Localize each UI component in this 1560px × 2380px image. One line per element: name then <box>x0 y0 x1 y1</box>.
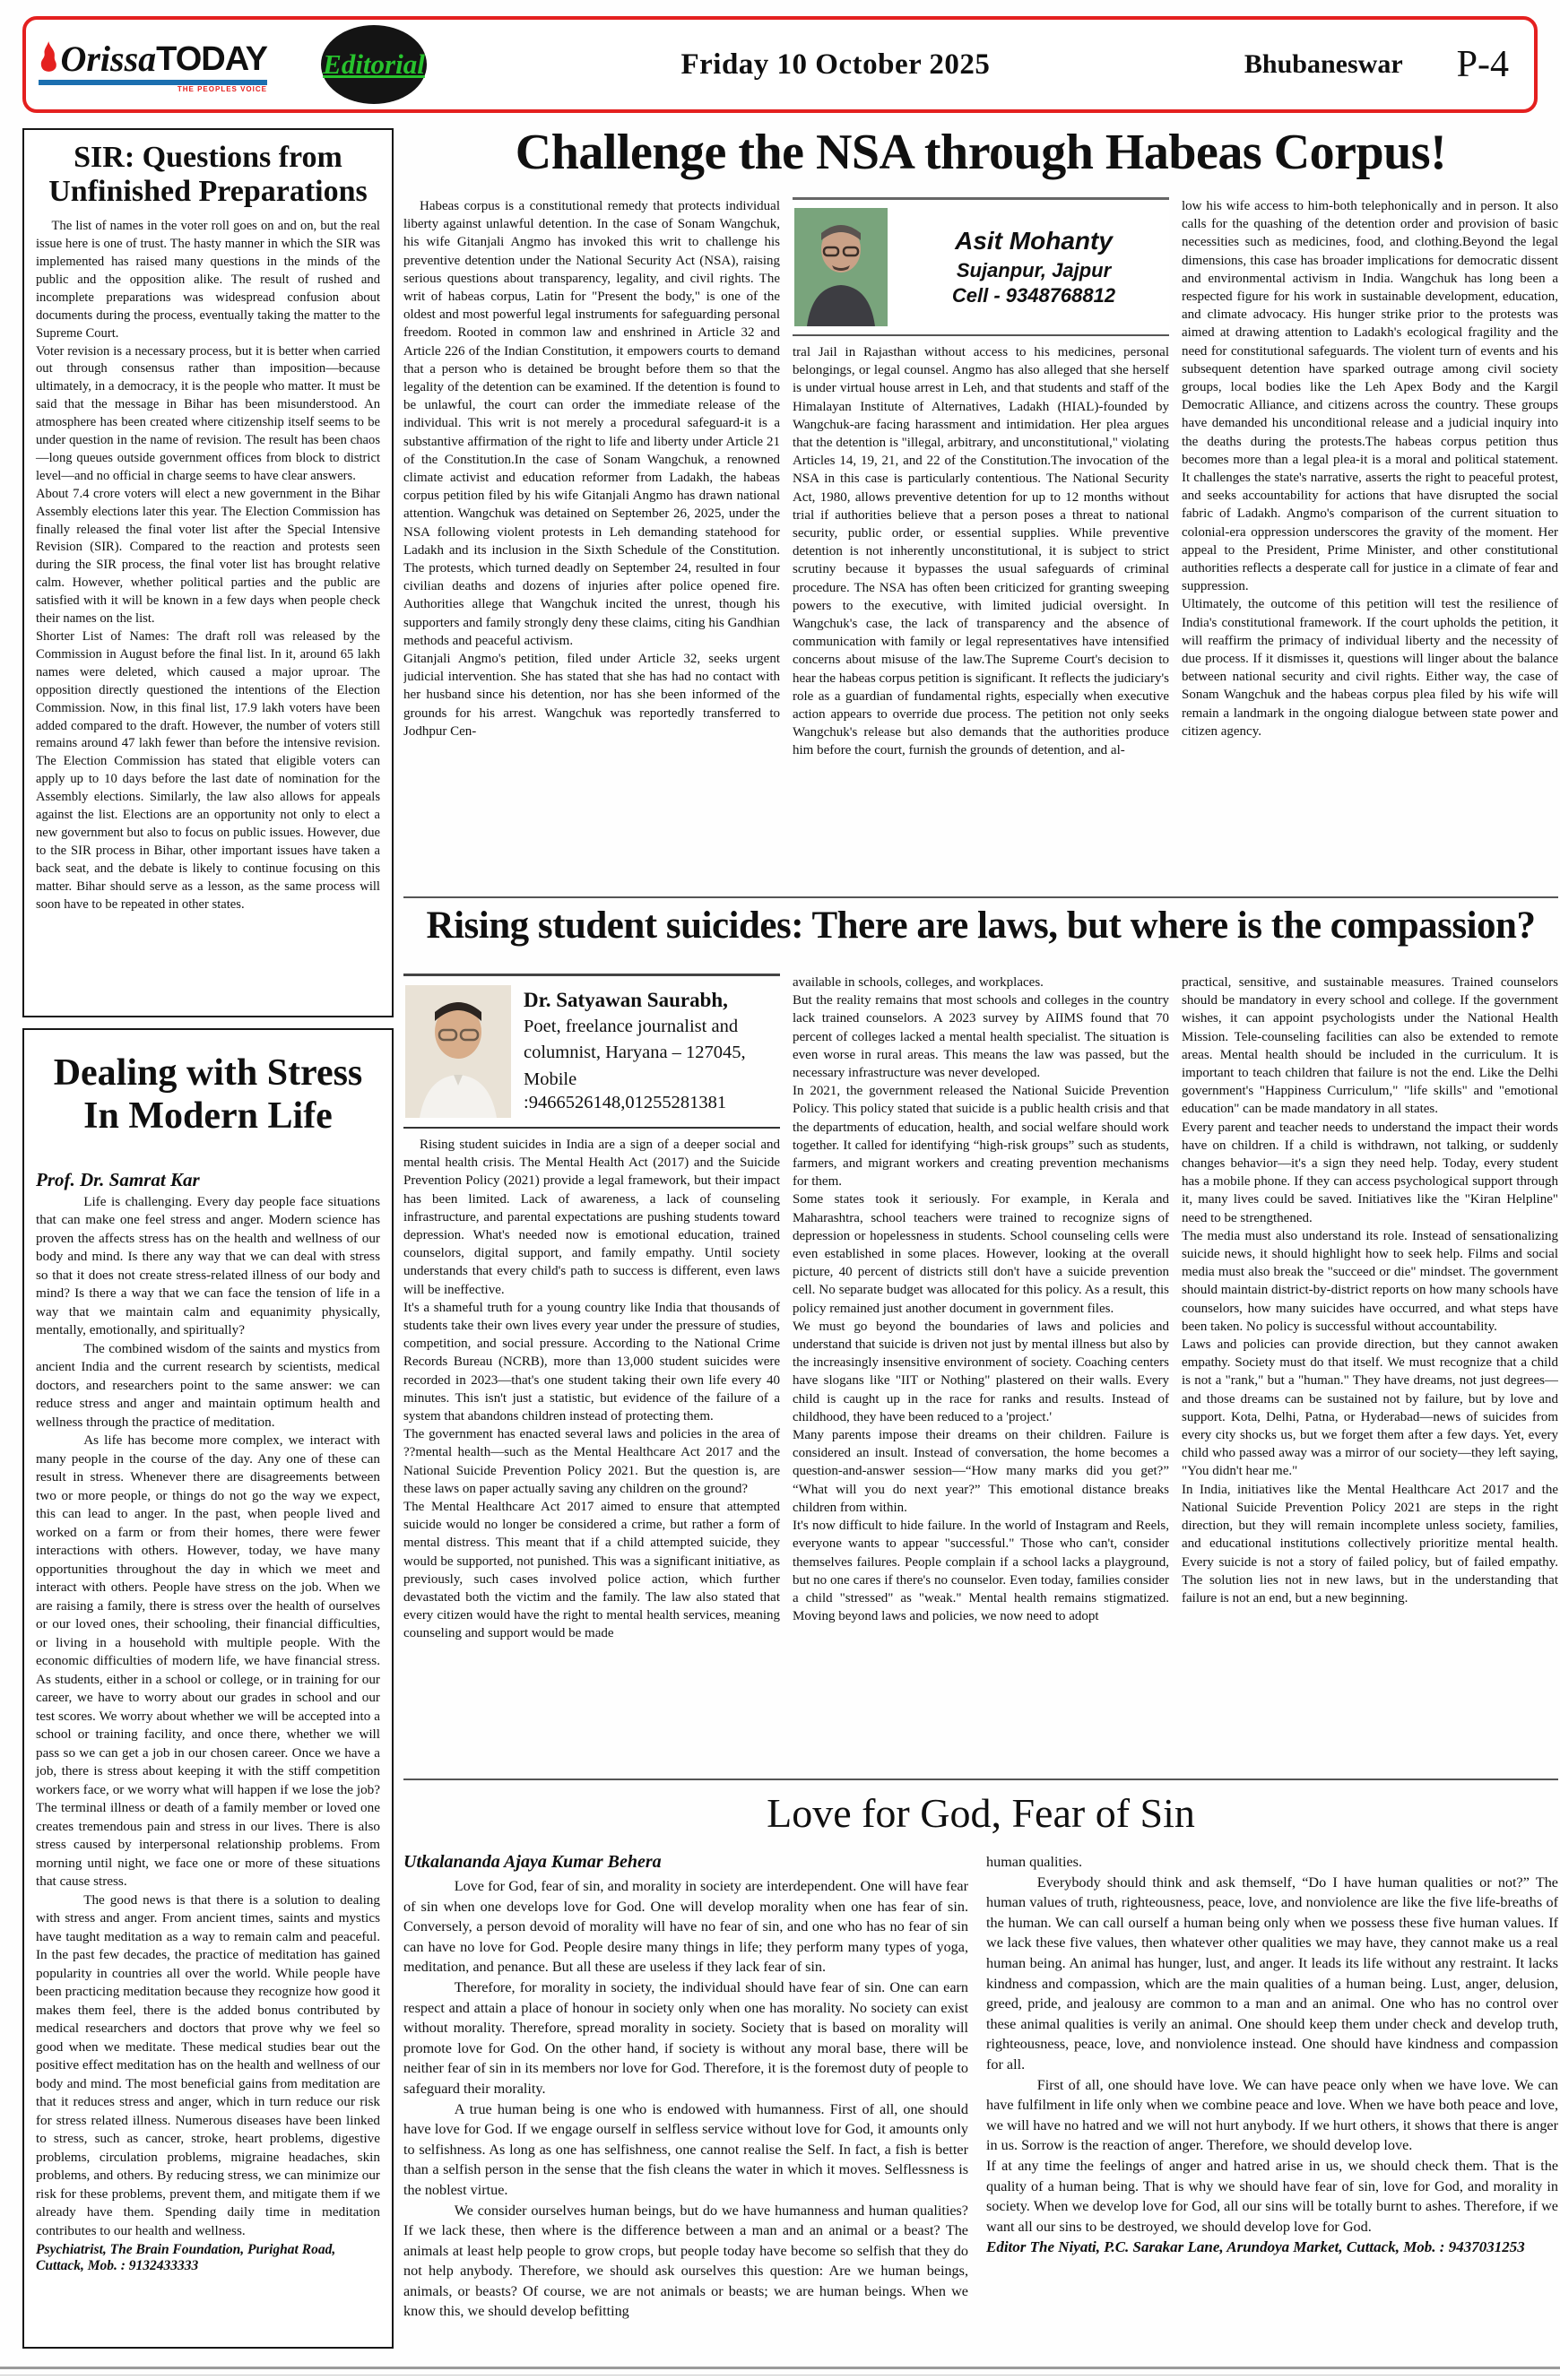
paragraph: First of all, one should have love. We can have peace only when we have love. We can have fulfilment in life only when we combine peace and love. When we have both peace and love, we will have no hatred and we will not hurt anybody. If we hurt others, it shows that there is anger in us. Sorrow is the reaction of anger. Therefore, we should develop love. <box>986 2076 1558 2154</box>
paragraph: As life has become more complex, we interact with many people in the course of the day. Any one of these can result in stress. Whenever there are disagreements between two or more people, or things do not go the way we expect, this can lead to anger. In the past, when people lived and worked on a farm or from their homes, there were fewer interactions with others. However, today, we have many opportunities throughout the day in which we meet and interact with others. People have stress on the job. When we are raising a family, there is stress over the health of ourselves or our loved ones, their schooling, their financial difficulties, or living in a household with multiple people. With the economic difficulties of modern life, we have financial stress. As students, either in a school or college, or in training for our career, we have to worry about our grades in school and our test scores. We worry about whether we will be accepted into a school or training facility, and once there, whether we will pass so we can get a job in our chosen career. Once we have a job, there is stress about keeping it with the stiff competition workers face, or we worry what will happen if we lose the job? The terminal illness or death of a family member or loved one creates tremendous pain and stress in our lives. There is also stress caused by interpersonal relationship problems. From morning until night, we face one or more of these situations that cause stress. <box>36 1432 380 1890</box>
article-god-title: Love for God, Fear of Sin <box>767 1790 1195 1836</box>
article-nsa-column-2 <box>793 197 1169 896</box>
author-photo-satyawan-saurabh <box>405 985 511 1118</box>
author-desc-line: Poet, freelance journalist and <box>524 1016 739 1036</box>
author-place: Sujanpur, Jajpur <box>956 259 1112 281</box>
paragraph: Everybody should think and ask themself, “Do I have human qualities or not?” The human values of truth, righteousness, peace, love, and nonviolence are like the five life-breaths of the human. We can call ourself a human being only when we possess these five human values. If we lack these five values, then whatever other qualities we may have, they cannot make us a real human being. An animal has hunger, lust, and anger. It leads its life without any restraint. It lacks kindness and compassion, which are the main qualities of a human being. Lust, anger, delusion, greed, pride, and jealousy are common to a man and an animal. One who has no control over these animal qualities is verily an animal. One should keep them under check and develop truth, righteousness, peace, love, and nonviolence instead. One should have kindness and compassion for all. <box>986 1874 1558 2073</box>
author-name: Dr. Satyawan Saurabh, <box>524 988 728 1011</box>
article-nsa-title: Challenge the NSA through Habeas Corpus! <box>515 125 1447 180</box>
paragraph: Laws and policies can provide direction, but they cannot awaken empathy. Society must do that itself. We must recognize that a child is not a "rank," but a "human." They have dreams, not just degrees—and those dreams can be sustained not by failure, but by love and support. Kota, Delhi, Patna, or Hyderabad—news of suicides from every city shocks us, but we forget them after a few days. Yet, every child who passed away was a mirror of our society—they left saying, "You didn't hear me." <box>1182 1337 1558 1479</box>
paragraph: The Mental Healthcare Act 2017 aimed to ensure that attempted suicide would no longer be considered a crime, but rather a form of mental distress. This meant that if a child attempted suicide, they would be supported, not punished. This was a significant initiative, as previously, such cases involved police action, which further devastated both the victim and the family. The law also stated that every citizen would have the right to mental health services, meaning counseling and support would be made <box>403 1500 780 1641</box>
paragraph: Life is challenging. Every day people face situations that can make one feel stress and anger. Modern science has proven the affects stress has on the health and wellness of our body and mind. Is there any way that we can deal with stress so that it does not create stress-related illness of our body and mind? Is there a way that we can face the tension of life in a way that we maintain calm and equanimity physically, mentally, emotionally, and spiritually? <box>36 1193 380 1338</box>
author-desc-line: columnist, Haryana – 127045, <box>524 1043 746 1063</box>
paragraph: Habeas corpus is a constitutional remedy that protects individual liberty against unlawful detention. In the case of Sonam Wangchuk, his wife Gitanjali Angmo has invoked this writ to challenge his preventive detention under the National Security Act (NSA), raising serious questions about transparency, legality, and civil rights. The writ of habeas corpus, Latin for "Present the body," is one of the oldest and most powerful legal instruments for safeguarding personal freedom. Rooted in common law and enshrined in Article 32 and Article 226 of the Indian Constitution, it empowers courts to demand that a person who is detained be brought before them so that the legality of the detention can be examined. If the detention is found to be unlawful, the court can order the immediate release of the individual. This writ is not merely a procedural safeguard-it is a substantive affirmation of the right to life and liberty under Article 21 of the Constitution.In the case of Sonam Wangchuk, a renowned climate activist and education reformer from Ladakh, the habeas corpus petition filed by his wife Gitanjali Angmo has drawn national attention. Wangchuk was detained on September 26, 2025, under the NSA following violent protests in Leh demanding statehood for Ladakh and its inclusion in the Sixth Schedule of the Constitution. The protests, which turned deadly on September 24, resulted in four civilian deaths and dozens of injuries after police opened fire. Authorities allege that Wangchuk incited the unrest, though his supporters and family strongly deny these claims, citing his Gandhian methods and peaceful activism. <box>403 199 780 648</box>
author-name: Asit Mohanty <box>955 227 1113 255</box>
masthead-title-bold: TODAY <box>156 40 267 79</box>
section-divider <box>403 896 1558 898</box>
author-footer: Editor The Niyati, P.C. Sarakar Lane, Arundoya Market, Cuttack, Mob. : 9437031253 <box>986 2238 1525 2256</box>
page-bottom-rule <box>0 2367 1560 2376</box>
paragraph: We must go beyond the boundaries of laws and policies and understand that suicide is driven not just by mental illness but also by the increasingly insensitive environment of society. Coaching centers have slogans like "IIT or Nothing" plastered on their walls. Every child is caught up in the race for ranks and results. Instead of childhood, they have been reduced to a 'project.' <box>793 1319 1169 1424</box>
article-stress <box>22 1028 394 2349</box>
paragraph: But the reality remains that most schools and colleges in the country lack trained counselors. A 2023 survey by AIIMS found that 70 percent of colleges lacked a mental health specialist. The situation is even worse in rural areas. This means the law was passed, but the necessary infrastructure was never developed. <box>793 993 1169 1081</box>
paragraph: About 7.4 crore voters will elect a new government in the Bihar Assembly elections later this year. The Election Commission has finally released the final voter list after the Special Intensive Revision (SIR). Compared to the reaction and protests seen during the SIR process, the final voter list has brought relative calm. However, whether political parties and the public are satisfied with it will be known in a few days when people check their names on the list. <box>36 486 380 627</box>
paragraph: It's now difficult to hide failure. In the world of Instagram and Reels, everyone wants to appear "successful." Those who can't, consider themselves failures. People complain if a school lacks a playground, but no one cares if there's no counselor. Even today, families consider a child "stressed" as "weak." Mental health remains stigmatized. Moving beyond laws and policies, we now need to adopt <box>793 1519 1169 1624</box>
paragraph: Every parent and teacher needs to understand the impact their words have on children. If a child is withdrawn, not talking, or suddenly changes behavior—it's a sign they need help. Today, every student has a mobile phone. If they can access psychological support through it, many lives could be saved. Initiatives like the "Kiran Helpline" need to be strengthened. <box>1182 1120 1558 1225</box>
flame-icon <box>39 37 58 76</box>
article-suicides-column-3 <box>1182 974 1558 1775</box>
paragraph: We consider ourselves human beings, but do we have humanness and human qualities? If we lack these, then where is the difference between a man and an animal or a beast? The animals at least help people to grow crops, but people today have become so selfish that they do not help anybody. Therefore, we should ask ourselves this question: Are we human beings, animals, or beasts? Of course, we are not animals or beasts; we are human beings. When we know this, we should develop befitting <box>403 2202 968 2320</box>
paragraph: Love for God, fear of sin, and morality in society are interdependent. One will have fear of sin when one develops love for God. One will develop morality when one has fear of sin. Conversely, a person devoid of morality will have no fear of sin, and one who has no fear of sin can have no love for God. People desire many things in life; they perform many types of yoga, meditation, and penance. But all these are useless if they lack fear of sin. <box>403 1878 968 1976</box>
paragraph: If at any time the feelings of anger and hatred arise in us, we should check them. That is the quality of a human being. That is why we should have fear of sin, love for God, and morality in society. When we develop love for God, all our sins will be totally burnt to ashes. Therefore, if we want all our sins to be destroyed, we should develop love for God. <box>986 2157 1558 2235</box>
article-god-column-1 <box>403 1852 968 2359</box>
author-photo-asit-mohanty <box>794 208 888 326</box>
masthead-tagline: THE PEOPLES VOICE <box>177 84 267 93</box>
article-god-column-2 <box>986 1852 1558 2359</box>
paragraph: low his wife access to him-both telephonically and in person. It also calls for the quashing of the detention order and provision of basic necessities such as medicines, food, and clothing.Beyond the legal dimensions, this case has broader implications for democratic dissent and environmental activism in India. Wangchuk has long been a respected figure for his work in sustainable development, education, and climate advocacy. His hunger strike prior to the protests was aimed at drawing attention to Ladakh's ecological fragility and the need for constitutional safeguards. The violent turn of events and his subsequent detention have sparked outrage among civil society groups, local bodies like the Leh Apex Body and the Kargil Democratic Alliance, and citizens across the country. These groups have demanded his unconditional release and a judicial inquiry into the deaths during the protests.The habeas corpus petition thus becomes more than a legal plea-it is a moral and political statement. It challenges the state's narrative, asserts the right to peaceful protest, and seeks accountability for actions that have disrupted the social fabric of Ladakh. Angmo's comparison of the current situation to colonial-era oppression underscores the gravity of the moment. Her appeal to the President, Prime Minister, and other constitutional authorities reflects a desperate call for justice in a climate of fear and suppression. <box>1182 199 1558 594</box>
article-nsa-column-3 <box>1182 197 1558 896</box>
article-suicides-title: Rising student suicides: There are laws, but where is the compassion? <box>426 904 1536 947</box>
paragraph: Gitanjali Angmo's petition, filed under Article 32, seeks urgent judicial intervention. She has stated that she has had no contact with her husband since his detention, nor has she been informed of the grounds for his arrest. Wangchuk was reportedly transferred to Jodhpur Cen- <box>403 652 780 739</box>
paragraph: The government has enacted several laws and policies in the area of ??mental health—such as the Mental Healthcare Act 2017 and the National Suicide Prevention Policy 2021. But the question is, are these laws on paper actually saving any children on the ground? <box>403 1427 780 1496</box>
paragraph: The list of names in the voter roll goes on and on, but the real issue here is one of trust. The hasty manner in which the SIR was implemented has raised many questions in the minds of the public and the opposition alike. The result of rushed and incomplete preparations was widespread confusion about documents during the process, eventually taking the matter to the Supreme Court. <box>36 219 380 341</box>
author-desc-line: Mobile :9466526148,01255281381 <box>524 1069 727 1112</box>
paragraph: The good news is that there is a solution to dealing with stress and anger. From ancient times, saints and mystics have taught meditation as a way to remain calm and peaceful. In the past few decades, the practice of meditation has gained popularity in countries all over the world. While people have been practicing meditation because they recognize how good it makes them feel, there is the added bonus contributed by medical researchers and doctors that prove why we feel so good when we meditate. These medical studies bear out the positive effect meditation has on the health and wellness of our body and mind. The most beneficial gains from meditation are that it reduces stress and anger, which in turn reduce our risk for stress related illness. Numerous diseases have been linked to stress, such as cancer, stroke, heart problems, digestive problems, circulation problems, migraine headaches, skin problems, and others. By reducing stress, we can minimize our risk for these problems, prevent them, and mitigate them if we already have them. Spending daily time in meditation contributes to our health and wellness. <box>36 1891 380 2238</box>
article-stress-title: Dealing with Stress In Modern Life <box>53 1052 363 1138</box>
paragraph: A true human being is one who is endowed with humanness. First of all, one should have love for God. If we engage ourself in selfless service without love for God, it amounts only to selfishness. As long as one has selfishness, one cannot realise the Self. In fact, a fish is better than a selfish person in the sense that the fish cleans the water in which it moves. Selflessness is the noblest virtue. <box>403 2100 968 2198</box>
author-footer: Psychiatrist, The Brain Foundation, Purighat Road, Cuttack, Mob. : 9132433333 <box>36 2242 336 2274</box>
paragraph: The combined wisdom of the saints and mystics from ancient India and the current research by scientists, medical doctors, and researchers point to the same answer: we can reduce stress and anger and maintain optimum health and wellness through the practice of meditation. <box>36 1340 380 1430</box>
paragraph: Some states took it seriously. For example, in Kerala and Maharashtra, school teachers were trained to recognize signs of depression or hopelessness in students. School counseling cells were even established in some places. However, looking at the overall picture, 40 percent of districts still don't have a suicide prevention cell. No separate budget was allocated for this policy. As a result, this policy remained just another document in government files. <box>793 1192 1169 1316</box>
paragraph: Rising student suicides in India are a sign of a deeper social and mental health crisis. The Mental Health Act (2017) and the Suicide Prevention Policy (2021) provide a legal framework, but their impact has been limited. Lack of awareness, a lack of counseling infrastructure, and parental expectations are pushing students toward depression. What's needed now is emotional education, trained counselors, digital support, and family empathy. Until society understands that every child's path to success is different, even laws will be ineffective. <box>403 1138 780 1297</box>
paragraph: It's a shameful truth for a young country like India that thousands of students take their own lives every year under the pressure of studies, competition, and social pressure. According to the National Crime Records Bureau (NCRB), more than 13,000 student suicides were recorded in 2023—that's one student taking their own life every 40 minutes. This isn't just a statistic, but evidence of the failure of a system that abandons children instead of protecting them. <box>403 1300 780 1424</box>
paragraph: In 2021, the government released the National Suicide Prevention Policy. This policy stated that suicide is a public health crisis and that the departments of education, health, and social welfare should work together. It called for identifying “high-risk groups” such as students, farmers, and migrant workers and creating prevention mechanisms for them. <box>793 1084 1169 1190</box>
author-card-asit-mohanty <box>793 197 1169 336</box>
author-cell: Cell - 9348768812 <box>951 284 1116 307</box>
issue-date: Friday 10 October 2025 <box>680 48 991 81</box>
article-suicides-column-2 <box>793 974 1169 1775</box>
paragraph: practical, sensitive, and sustainable measures. Trained counselors should be mandatory in every school and college. If the government wishes, it can appoint psychologists under the National Health Mission. Tele-counseling facilities can also be extended to remote areas. Mental health should be included in the curriculum. It is important to teach children that failure is not the end. Like the Delhi government's "Happiness Curriculum," "life skills" and "emotional education" can be made mandatory in all states. <box>1182 975 1558 1117</box>
paragraph: human qualities. <box>986 1854 1082 1870</box>
editorial-badge <box>321 25 427 104</box>
paragraph: Voter revision is a necessary process, but it is better when carried out through consensus rather than imposition—because ultimately, in a democracy, it is the people who matter. It must be said that the message in Bihar has been misunderstood. An atmosphere has been created where citizenship itself seems to be under question in the name of revision. The result has been chaos—long queues outside government offices from block to district level—and no official in charge seems to have clear answers. <box>36 343 380 483</box>
masthead-bar <box>22 16 1538 113</box>
article-sir <box>22 128 394 1017</box>
paragraph: Ultimately, the outcome of this petition will test the resilience of India's constitutional framework. If the court upholds the petition, it will reaffirm the primacy of individual liberty and the necessity of due process. If it dismisses it, questions will linger about the balance between national security and civil rights. Either way, the case of Sonam Wangchuk and the habeas corpus plea filed by his wife will remain a landmark in the ongoing dialogue between state power and citizen agency. <box>1182 597 1558 739</box>
article-nsa-column-1 <box>403 197 780 896</box>
paragraph: The media must also understand its role. Instead of sensationalizing suicide news, it should highlight how to seek help. Films and social media must also break the "succeed or die" mindset. The government should maintain district-by-district reports on how many schools have counselors, how many suicides have occurred, and what steps have been taken. No policy is successful without accountability. <box>1182 1228 1558 1334</box>
author-name: Prof. Dr. Samrat Kar <box>36 1168 200 1190</box>
edition-city: Bhubaneswar <box>1244 49 1403 79</box>
newspaper-logo <box>39 37 267 93</box>
author-name: Utkalananda Ajaya Kumar Behera <box>403 1852 662 1872</box>
paragraph: available in schools, colleges, and workplaces. <box>793 975 1044 990</box>
paragraph: In India, initiatives like the Mental Healthcare Act 2017 and the National Suicide Prevention Policy 2021 are steps in the right direction, but they will remain incomplete unless society, families, and educational institutions collectively prioritize mental health. Every suicide is not a story of failed policy, but of failed empathy. The solution lies not in new laws, but in the understanding that failure is not an end, but a new beginning. <box>1182 1482 1558 1605</box>
paragraph: Shorter List of Names: The draft roll was released by the Commission in August before the final list. In it, around 65 lakh names were deleted, which caused a major uproar. The opposition directly questioned the intentions of the Election Commission. Now, in this final list, 17.9 lakh voters have been added compared to the draft. However, the number of voters still remains around 47 lakh fewer than before the intensive revision. The Election Commission has stated that eligible voters can apply up to 10 days before the last date of nomination for the Assembly elections. Similarly, the law also allows for appeals against the list. Elections are an opportunity not only to elect a new government but also to focus on public issues. However, due to the SIR process in Bihar, other important issues have taken a back seat, and the debate is likely to continue focusing on this matter. Bihar should serve as a lesson, as the same process will soon have to be repeated in other states. <box>36 629 380 912</box>
paragraph: Therefore, for morality in society, the individual should have fear of sin. One can earn respect and attain a place of honour in society only when one has morality. No society can exist without morality. Therefore, spread morality in society. Society that is based on morality will promote love for God. On the other hand, if society is without any moral base, there will be neither fear of sin in its members nor love for God. Therefore, it is the foremost duty of people to safeguard their morality. <box>403 1978 968 2097</box>
paragraph: tral Jail in Rajasthan without access to his medicines, personal belongings, or legal counsel. Angmo has also alleged that she herself is under virtual house arrest in Leh, and that students and staff of the Himalayan Institute of Alternatives, Ladakh (HIAL)-founded by Wangchuk-are facing harassment and intimidation. Her plea argues that the detention is "illegal, arbitrary, and unconstitutional," violating Articles 14, 19, 21, and 22 of the Constitution.The invocation of the NSA in this case is particularly contentious. The National Security Act, 1980, allows preventive detention for up to 12 months without trial if authorities believe that a person poses a threat to national security, public order, or essential supplies. While preventive detention is not inherently unconstitutional, it is subject to strict scrutiny because it bypasses the usual safeguards of criminal procedure. The NSA has often been criticized for granting sweeping powers to the executive, with limited judicial oversight. In Wangchuk's case, the lack of transparency and the absence of communication with family or legal representatives have intensified concerns about misuse of the law.The Supreme Court's decision to hear the habeas corpus petition is significant. It reflects the judiciary's role as a guardian of fundamental rights, especially when executive action appears to override due process. The petition not only seeks Wangchuk's release but also demands that the authorities produce him before the court, furnish the grounds of detention, and al- <box>793 345 1169 758</box>
section-divider <box>403 1779 1558 1780</box>
article-sir-title: SIR: Questions from Unfinished Preparations <box>48 141 368 209</box>
author-card-satyawan-saurabh <box>403 974 780 1129</box>
paragraph: Many parents impose their dreams on their children. Failure is considered an insult. Instead of conversation, the home becomes a question-and-answer session—“How many marks did you get?” “What will you do next year?” This emotional distance breaks children from within. <box>793 1428 1169 1515</box>
section-label: Editorial <box>323 48 425 80</box>
article-suicides-column-1 <box>403 974 780 1775</box>
masthead-title-italic: Orissa <box>60 38 157 79</box>
page-number: P-4 <box>1456 44 1509 85</box>
